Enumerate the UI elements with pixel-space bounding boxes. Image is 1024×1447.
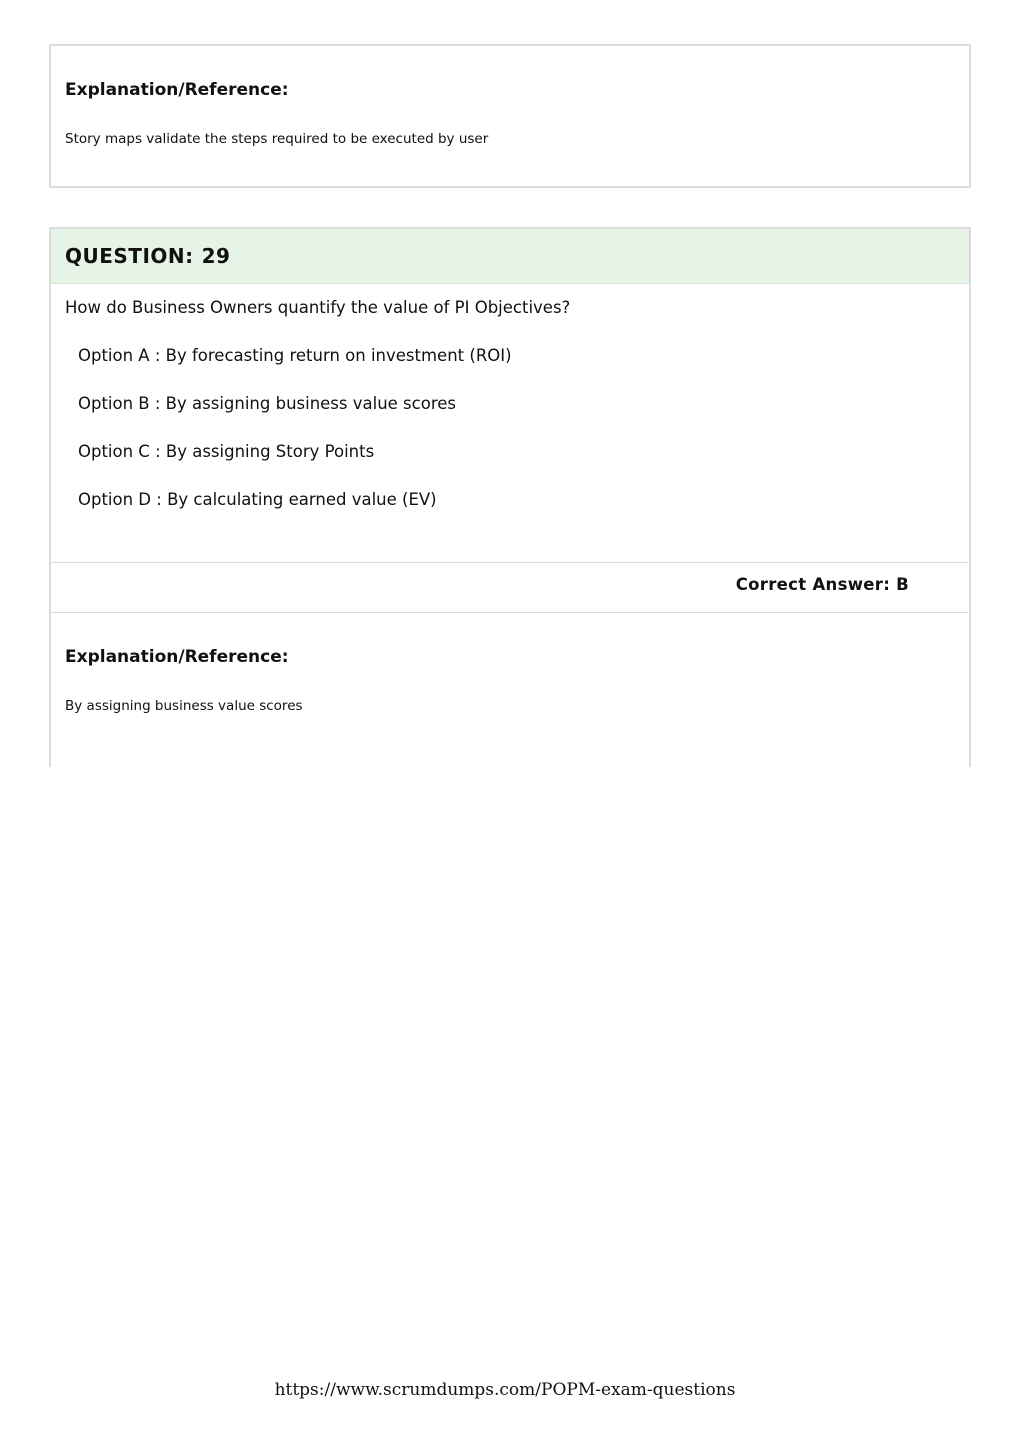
question-box [49,227,971,767]
correct-answer-value: B [896,575,909,594]
previous-explanation-box [49,44,971,188]
divider-top [51,562,969,563]
question-text: How do Business Owners quantify the value of PI Objectives? [65,298,571,317]
question-title [65,243,230,269]
option-b: Option B : By assigning business value scores [78,394,456,413]
options-list [78,345,512,537]
correct-answer-label: Correct Answer: [735,575,891,594]
explanation-heading: Explanation/Reference: [65,80,289,100]
question-header [51,229,969,284]
footer-url[interactable]: https://www.scrumdumps.com/POPM-exam-questions [274,1380,736,1400]
divider-bottom [51,612,969,613]
explanation-text: Story maps validate the steps required to be executed by user [65,131,489,147]
explanation-text: By assigning business value scores [65,698,303,714]
correct-answer [736,574,909,596]
question-label: QUESTION: [65,244,194,268]
question-number: 29 [201,244,231,268]
option-c: Option C : By assigning Story Points [78,442,375,461]
explanation-heading: Explanation/Reference: [65,647,289,667]
option-a: Option A : By forecasting return on investment (ROI) [78,346,512,365]
option-d: Option D : By calculating earned value (EV) [78,490,437,509]
